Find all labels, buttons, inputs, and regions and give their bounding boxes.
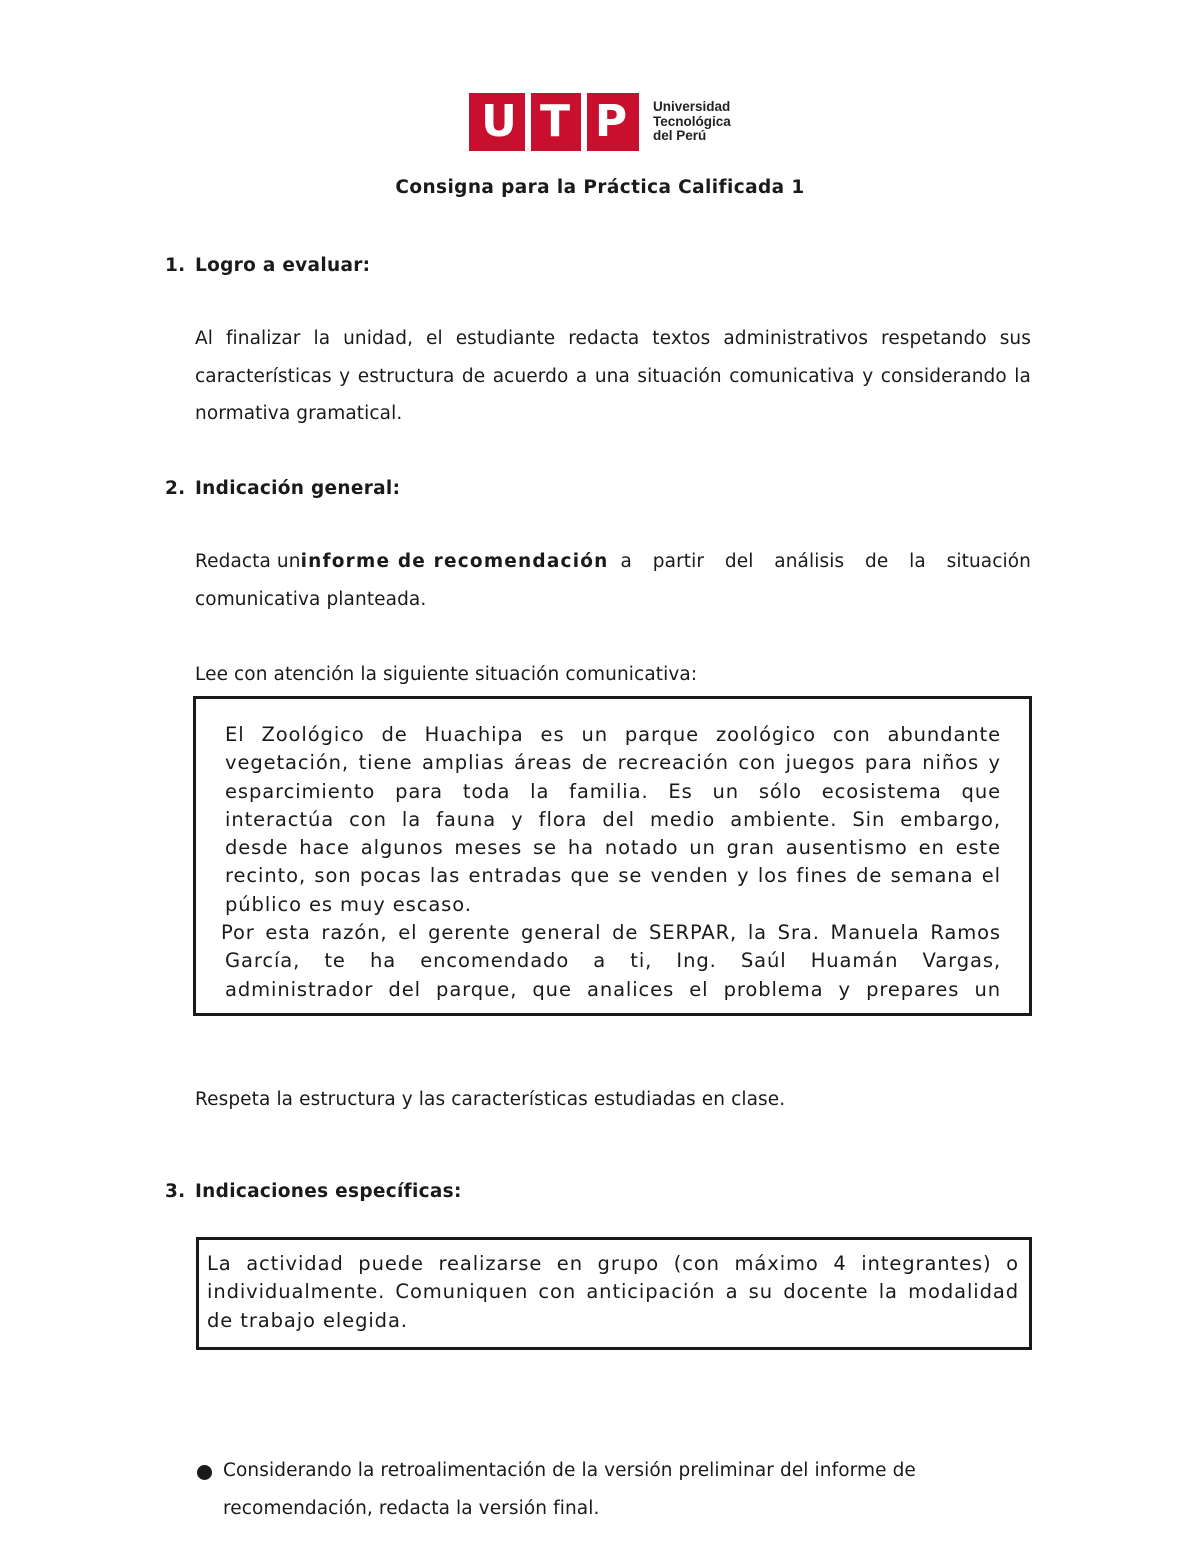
intro-text-tail — [621, 543, 1031, 581]
paragraph-line: Al finalizar la unidad, el estudiante redacta textos administrativos respetando sus — [195, 328, 1031, 349]
situation-line: desde hace algunos meses se ha notado un gran ausentismo en este — [225, 836, 1001, 860]
section-number: 2. — [165, 478, 186, 499]
situation-line: interactúa con la fauna y flora del medio ambiente. Sin embargo, — [225, 807, 1001, 831]
intro-text: a partir del análisis de la situación — [620, 551, 1031, 572]
logo-wordmark — [653, 100, 743, 144]
section-3-heading — [165, 1181, 765, 1205]
bullet-icon — [197, 1465, 212, 1480]
modality-line: de trabajo elegida. — [207, 1308, 408, 1332]
modality-line: individualmente. Comuniquen con anticipación a su docente la modalidad — [207, 1280, 1019, 1304]
bullet-item — [223, 1452, 1023, 1527]
situation-line: El Zoológico de Huachipa es un parque zoológico con abundante — [225, 723, 1001, 746]
situation-text — [221, 721, 1001, 1004]
logo-line: Tecnológica — [653, 113, 731, 129]
section-number: 1. — [165, 255, 186, 276]
situation-line: administrador del parque, que analices el problema y prepares un — [225, 977, 1001, 1001]
logo-letter-u: U — [481, 96, 517, 147]
section-2-heading — [165, 478, 765, 502]
utp-logo — [469, 93, 734, 151]
logo-letter-p: P — [594, 96, 628, 147]
section-title: Indicación general: — [195, 478, 401, 499]
intro-text: Redacta un — [195, 551, 301, 572]
situation-line: recinto, son pocas las entradas que se venden y los fines de semana el — [225, 864, 1001, 888]
section-2-intro — [195, 543, 1031, 618]
situation-line: esparcimiento para toda la familia. Es un sólo ecosistema que — [225, 779, 1001, 803]
section-1-paragraph — [195, 320, 1031, 433]
situation-line: público es muy escaso. — [225, 892, 472, 916]
section-title: Indicaciones específicas: — [195, 1181, 462, 1202]
section-title: Logro a evaluar: — [195, 255, 371, 276]
document-title: Consigna para la Práctica Calificada 1 — [395, 177, 805, 198]
logo-line: Universidad — [653, 99, 731, 114]
situation-line: vegetación, tiene amplias áreas de recreación con juegos para niños y — [225, 751, 1001, 775]
situation-line: García, te ha encomendado a ti, Ing. Saúl Huamán Vargas, — [225, 949, 1001, 973]
logo-line: del Perú — [653, 128, 707, 143]
situation-line: Por esta razón, el gerente general de SERPAR, la Sra. Manuela Ramos — [221, 921, 1001, 945]
section-1-heading — [165, 255, 765, 279]
bullet-line: Considerando la retroalimentación de la versión preliminar del informe de — [223, 1460, 916, 1481]
modality-text — [207, 1250, 1019, 1335]
intro-line — [195, 543, 1031, 581]
logo-letter-t: T — [539, 96, 570, 147]
modality-line: La actividad puede realizarse en grupo (con máximo 4 integrantes) o — [207, 1252, 1019, 1275]
intro-bold-term: informe de recomendación — [300, 551, 609, 572]
modality-box — [196, 1237, 1032, 1350]
situation-box — [193, 696, 1032, 1016]
intro-line: comunicativa planteada. — [195, 588, 427, 610]
paragraph-line: características y estructura de acuerdo a una situación comunicativa y considerando la — [195, 365, 1031, 387]
section-number: 3. — [165, 1181, 186, 1202]
situation-lead: Lee con atención la siguiente situación comunicativa: — [195, 664, 698, 685]
paragraph-line: normativa gramatical. — [195, 403, 403, 424]
section-2-closing: Respeta la estructura y las características estudiadas en clase. — [195, 1089, 786, 1110]
bullet-line: recomendación, redacta la versión final. — [223, 1497, 600, 1519]
